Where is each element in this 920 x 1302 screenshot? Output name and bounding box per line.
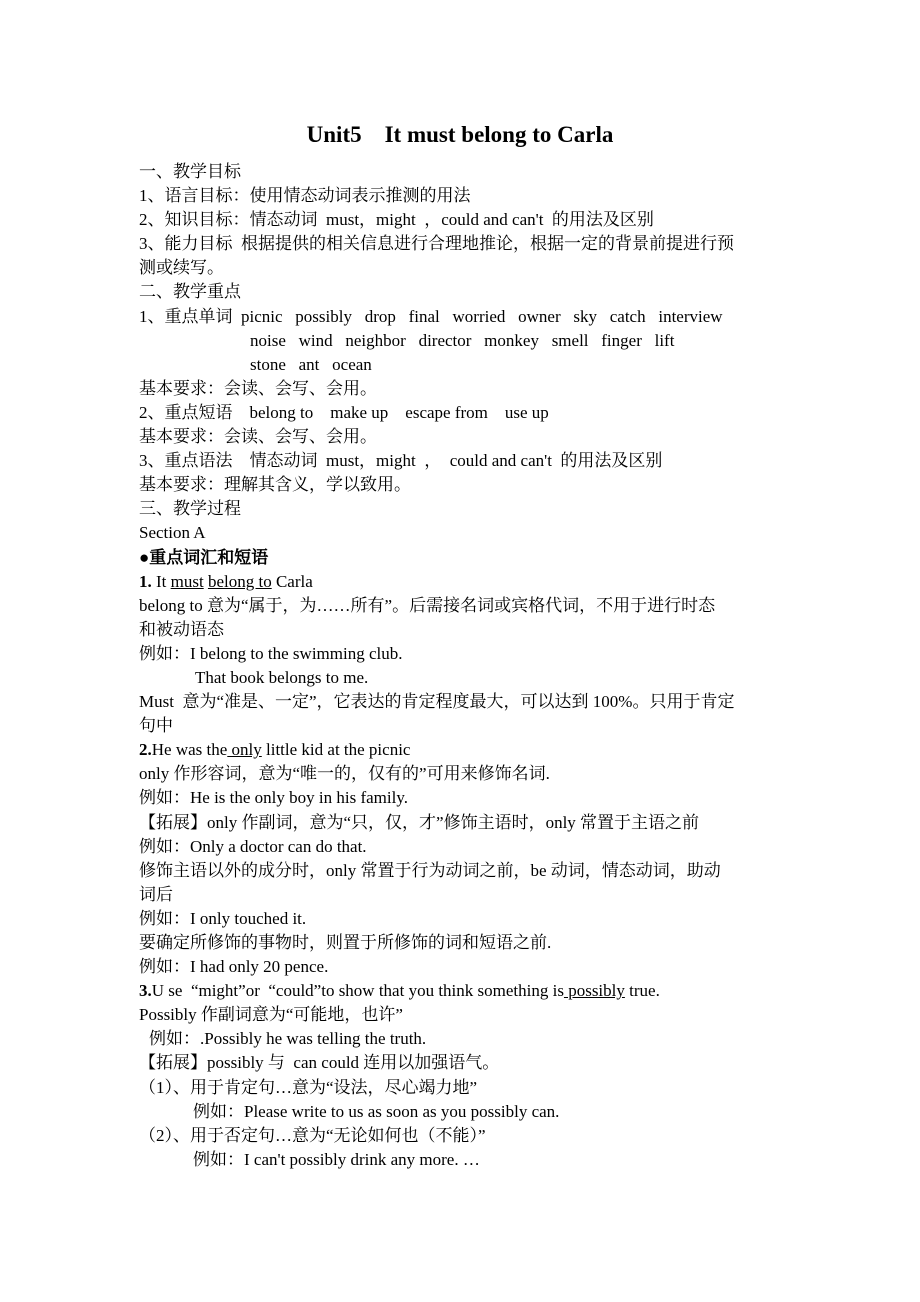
text: It bbox=[151, 571, 171, 591]
text-line: Possibly 作副词意为“可能地，也许” bbox=[139, 1005, 403, 1025]
text-line bbox=[139, 979, 799, 1003]
text-line: 测或续写。 bbox=[139, 258, 224, 278]
text: little kid at the picnic bbox=[261, 740, 411, 760]
text-line: 3、能力目标 根据提供的相关信息进行合理地推论，根据一定的背景前提进行预 bbox=[139, 234, 734, 254]
vocab-list: stone ant ocean bbox=[250, 354, 372, 374]
text-line bbox=[139, 738, 799, 762]
text-line: 基本要求：会读、会写、会用。 bbox=[139, 427, 377, 447]
example-line: 例如：I belong to the swimming club. bbox=[139, 643, 403, 663]
text-line: 【拓展】possibly 与 can could 连用以加强语气。 bbox=[139, 1053, 500, 1073]
text-line: （1）、用于肯定句…意为“设法，尽心竭力地” bbox=[139, 1077, 478, 1097]
subheading: ●重点词汇和短语 bbox=[139, 547, 269, 567]
text-line: 【拓展】only 作副词，意为“只，仅，才”修饰主语时，only 常置于主语之前 bbox=[139, 812, 700, 832]
text: Carla bbox=[271, 571, 313, 591]
example-line: 例如：Please write to us as soon as you possibly can. bbox=[193, 1101, 560, 1121]
example-line: 例如：I had only 20 pence. bbox=[139, 957, 329, 977]
text-line: 词后 bbox=[139, 884, 173, 904]
heading: 二、教学重点 bbox=[139, 282, 241, 302]
text-line: 2、知识目标：情态动词 must，might ，could and can't 的用法及区别 bbox=[139, 210, 654, 230]
text-line: （2）、用于否定句…意为“无论如何也（不能）” bbox=[139, 1125, 486, 1145]
item-number: 1. bbox=[139, 571, 152, 591]
text-line: 2、重点短语 belong to make up escape from use up bbox=[139, 402, 549, 422]
text-line: only 作形容词，意为“唯一的，仅有的”可用来修饰名词. bbox=[139, 764, 550, 784]
underlined-text: belong to bbox=[207, 571, 272, 591]
text: true. bbox=[624, 981, 660, 1001]
text-line: 基本要求：会读、会写、会用。 bbox=[139, 378, 377, 398]
heading: 三、教学过程 bbox=[139, 499, 241, 519]
text-line: 和被动语态 bbox=[139, 619, 224, 639]
item-number: 2. bbox=[139, 740, 152, 760]
label: 1、重点单词 bbox=[139, 306, 241, 326]
example-line: 例如：I only touched it. bbox=[139, 908, 307, 928]
text-line: belong to 意为“属于，为……所有”。后需接名词或宾格代词，不用于进行时态 bbox=[139, 595, 716, 615]
text-line: 句中 bbox=[139, 716, 173, 736]
underlined-text: must bbox=[170, 571, 204, 591]
example-line: That book belongs to me. bbox=[195, 667, 369, 687]
example-line: 例如：He is the only boy in his family. bbox=[139, 788, 408, 808]
heading: 一、教学目标 bbox=[139, 162, 241, 181]
text-line bbox=[139, 305, 799, 329]
text: U se “might”or “could”to show that you think something is bbox=[151, 981, 564, 1001]
vocab-list: noise wind neighbor director monkey smell finger lift bbox=[250, 330, 675, 350]
example-line: 例如：Only a doctor can do that. bbox=[139, 836, 367, 856]
text-line: 1、语言目标：使用情态动词表示推测的用法 bbox=[139, 186, 471, 206]
text-line bbox=[139, 570, 799, 594]
title-unit: Unit5 bbox=[306, 122, 362, 147]
text-line: 基本要求：理解其含义，学以致用。 bbox=[139, 475, 411, 495]
section-label: Section A bbox=[139, 523, 206, 543]
example-line: 例如：I can't possibly drink any more. … bbox=[193, 1149, 480, 1169]
underlined-text: possibly bbox=[563, 981, 625, 1001]
text-line: 修饰主语以外的成分时，only 常置于行为动词之前，be 动词，情态动词，助动 bbox=[139, 860, 721, 880]
vocab-list: picnic possibly drop final worried owner sky catch interview bbox=[241, 306, 723, 326]
title-text: It must belong to Carla bbox=[384, 122, 614, 147]
item-number: 3. bbox=[139, 981, 152, 1001]
text-line: Must 意为“准是、一定”，它表达的肯定程度最大，可以达到 100%。只用于肯定 bbox=[139, 692, 735, 712]
page-title bbox=[0, 122, 920, 148]
text: He was the bbox=[151, 740, 228, 760]
example-line: 例如：.Possibly he was telling the truth. bbox=[149, 1029, 427, 1049]
document-body bbox=[139, 160, 799, 1172]
underlined-text: only bbox=[227, 740, 262, 760]
text-line: 要确定所修饰的事物时，则置于所修饰的词和短语之前. bbox=[139, 933, 552, 952]
text-line: 3、重点语法 情态动词 must，might ， could and can't 的用法及区别 bbox=[139, 451, 663, 471]
